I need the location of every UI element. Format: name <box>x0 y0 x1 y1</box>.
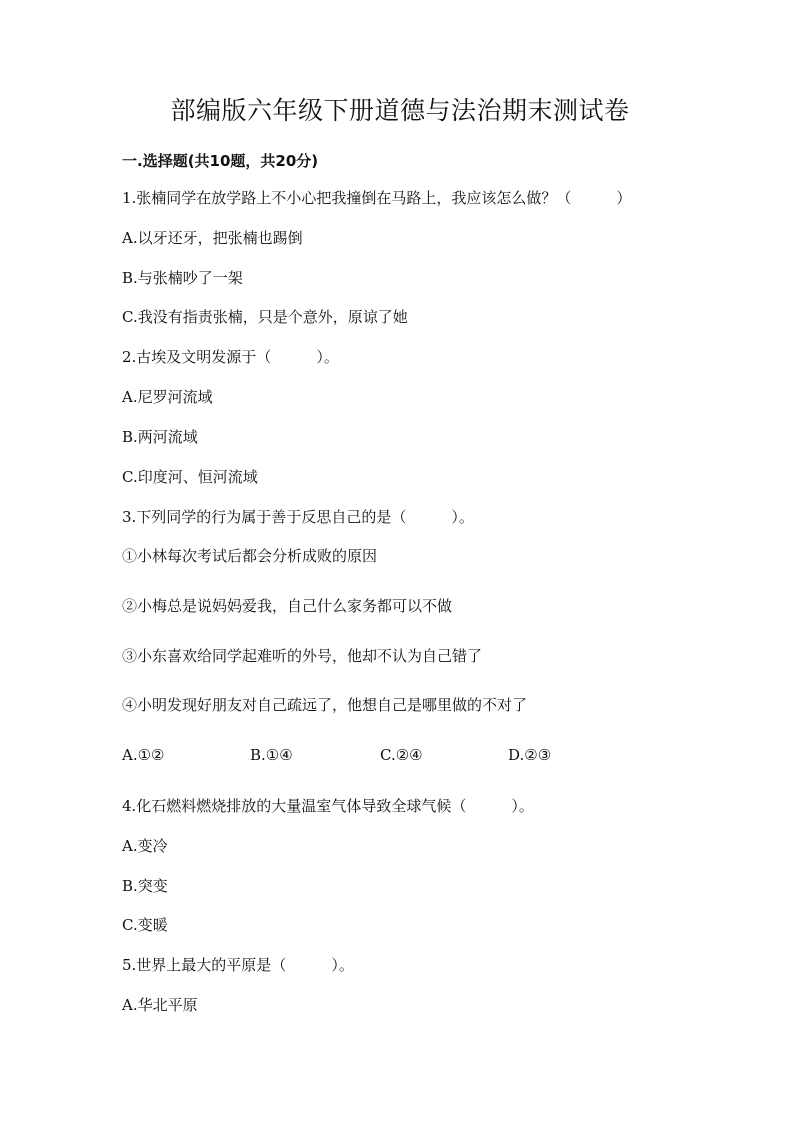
question-3-option-a: A.①② <box>122 746 165 764</box>
question-4-option-a: A.变冷 <box>122 837 168 855</box>
page-title: 部编版六年级下册道德与法治期末测试卷 <box>170 96 630 125</box>
question-1-stem: 1.张楠同学在放学路上不小心把我撞倒在马路上，我应该怎么做？（ ） <box>122 189 632 207</box>
question-1-option-c: C.我没有指责张楠，只是个意外，原谅了她 <box>122 308 408 326</box>
question-2-option-a: A.尼罗河流域 <box>122 388 213 406</box>
question-5-stem: 5.世界上最大的平原是（ ）。 <box>122 956 354 974</box>
question-3-option-d: D.②③ <box>508 746 552 764</box>
question-2-option-b: B.两河流域 <box>122 428 198 446</box>
question-1-option-b: B.与张楠吵了一架 <box>122 269 243 287</box>
question-3-stem: 3.下列同学的行为属于善于反思自己的是（ ）。 <box>122 508 474 526</box>
question-2-option-c: C.印度河、恒河流域 <box>122 468 258 486</box>
question-3-options <box>122 745 682 767</box>
question-3-statement-1: ①小林每次考试后都会分析成败的原因 <box>122 547 378 565</box>
question-3-statement-3: ③小东喜欢给同学起难听的外号，他却不认为自己错了 <box>122 647 483 665</box>
question-4-option-b: B.突变 <box>122 877 168 895</box>
question-5-option-a: A.华北平原 <box>122 996 198 1014</box>
question-2-stem: 2.古埃及文明发源于（ ）。 <box>122 348 339 366</box>
question-3-statement-4: ④小明发现好朋友对自己疏远了，他想自己是哪里做的不对了 <box>122 696 528 714</box>
question-4-stem: 4.化石燃料燃烧排放的大量温室气体导致全球气候（ ）。 <box>122 797 534 815</box>
question-1-option-a: A.以牙还牙，把张楠也踢倒 <box>122 229 303 247</box>
question-3-statement-2: ②小梅总是说妈妈爱我，自己什么家务都可以不做 <box>122 597 453 615</box>
section-heading: 一.选择题(共10题，共20分) <box>122 152 319 170</box>
question-3-option-b: B.①④ <box>250 746 293 764</box>
question-3-option-c: C.②④ <box>380 746 423 764</box>
question-4-option-c: C.变暖 <box>122 916 168 934</box>
